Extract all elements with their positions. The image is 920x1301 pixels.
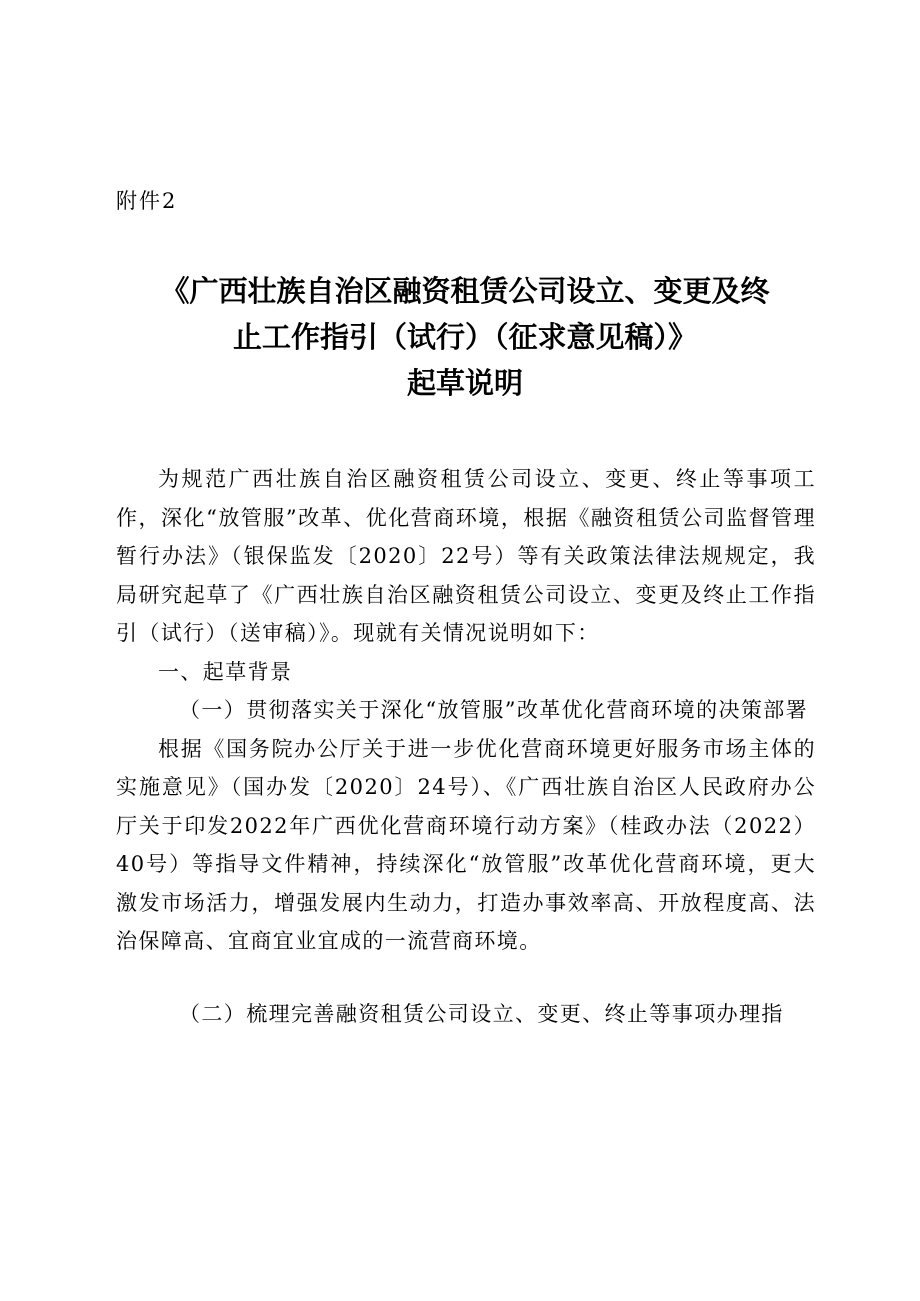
title-line-3: 起草说明 [406,366,523,400]
attachment-label: 附件2 [116,189,178,213]
subsection-heading-1: （一）贯彻落实关于深化“放管服”改革优化营商环境的决策部署 [179,698,809,722]
subsection-paragraph-1: 根据《国务院办公厅关于进一步优化营商环境更好服务市场主体的实施意见》（国办发〔2020〕24号）、《广西壮族自治区人民政府办公厅关于印发2022年广西优化营商环境行动方案》（桂政办法（2022）40号）等指导文件精神，持续深化“放管服”改革优化营商环境，更大激发市场活力，增强发展内生动力，打造办事效率高、开放程度高、法治保障高、宜商宜业宜成的一流营商环境。 [116,736,816,953]
subsection-heading-2: （二）梳理完善融资租赁公司设立、变更、终止等事项办理指 [179,1001,784,1026]
document-body [116,460,816,1033]
document-title [110,268,820,406]
title-line-2: 止工作指引（试行）（征求意见稿）》 [232,320,697,354]
title-line-1: 《广西壮族自治区融资租赁公司设立、变更及终 [160,274,770,308]
intro-paragraph: 为规范广西壮族自治区融资租赁公司设立、变更、终止等事项工作，深化“放管服”改革、优化营商环境，根据《融资租赁公司监督管理暂行办法》（银保监发〔2020〕22号）等有关政策法律法规规定，我局研究起草了《广西壮族自治区融资租赁公司设立、变更及终止工作指引（试行）（送审稿）》。现就有关情况说明如下： [116,467,816,645]
paragraph-gap [116,961,816,995]
section-heading-background: 一、起草背景 [158,659,293,684]
